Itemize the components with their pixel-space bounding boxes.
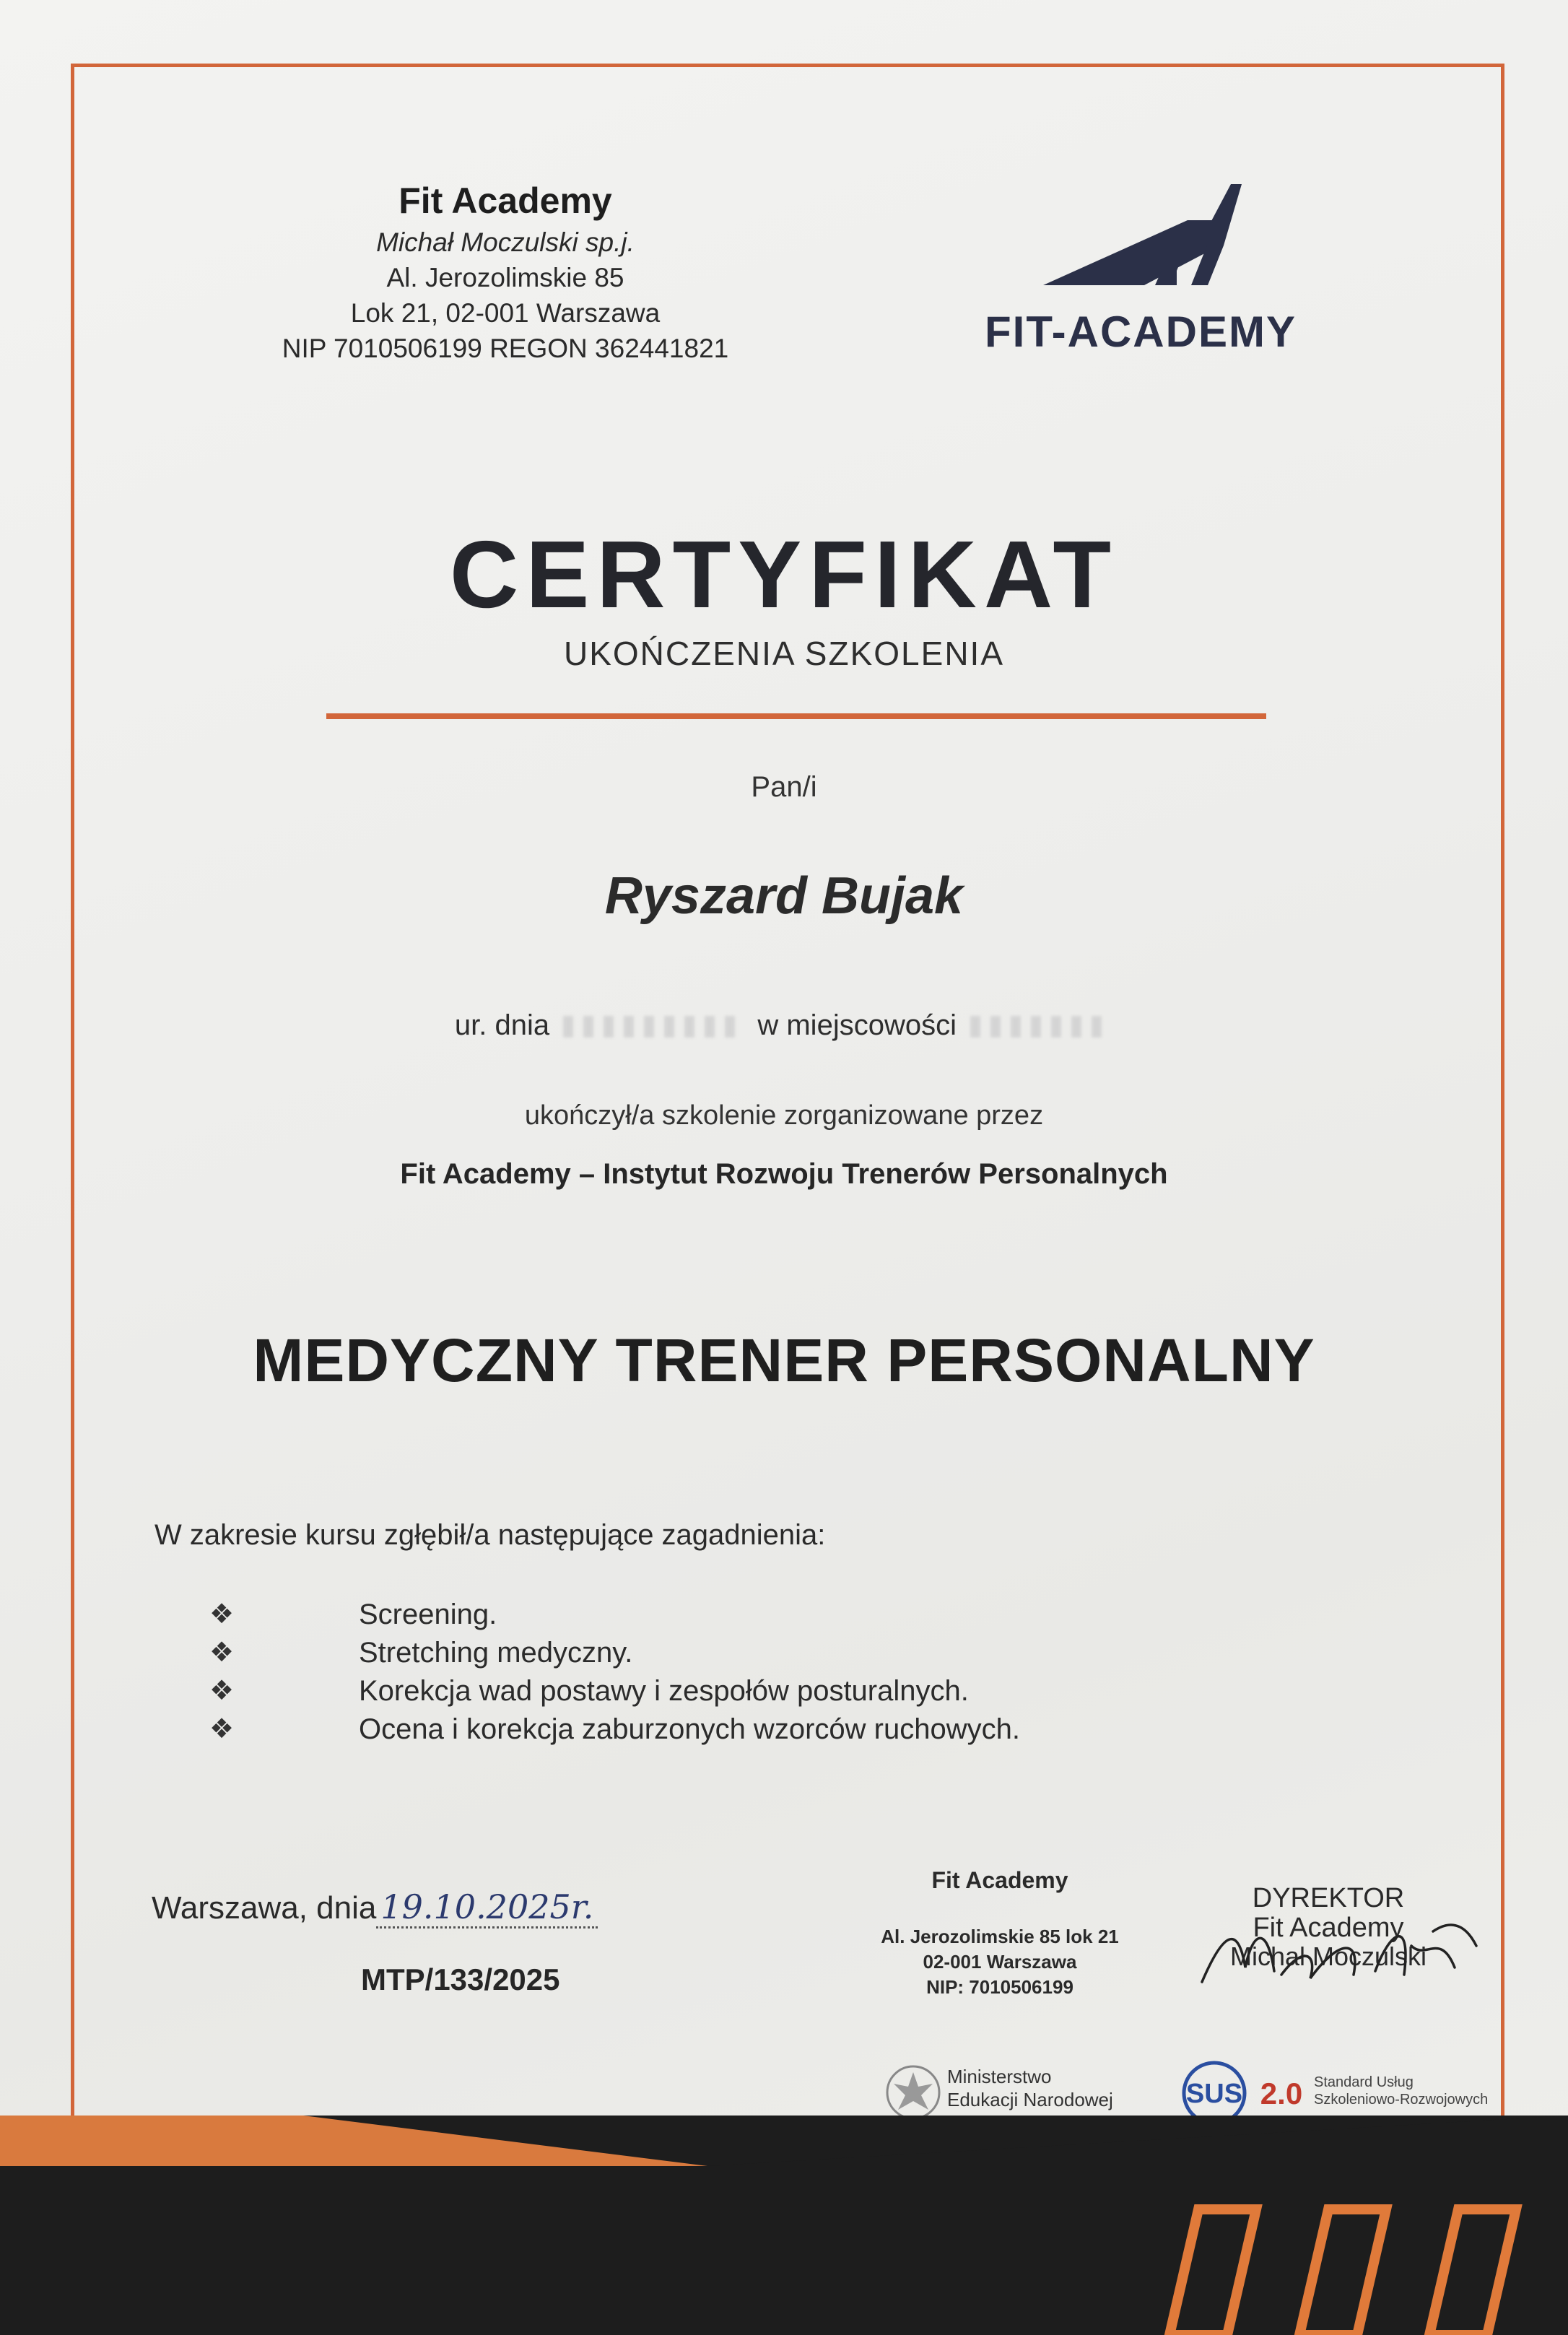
ministry-text: Ministerstwo Edukacji Narodowej <box>947 2066 1113 2110</box>
logo-wordmark: FIT-ACADEMY <box>985 308 1297 356</box>
stamp-line1: Al. Jerozolimskie 85 lok 21 <box>881 1926 1119 1947</box>
recipient-name: Ryszard Bujak <box>604 867 964 925</box>
topics-intro: W zakresie kursu zgłębił/a następujące zagadnienia: <box>154 1519 826 1551</box>
sus-mark: SUS <box>1185 2079 1243 2109</box>
place-and-date <box>152 1887 598 1926</box>
issuer-registry: NIP 7010506199 REGON 362441821 <box>282 334 729 363</box>
list-item: ❖ Korekcja wad postawy i zespołów posturalnych. <box>209 1672 1292 1710</box>
birth-prefix: ur. dnia <box>454 1009 550 1041</box>
issuer-address-line1: Al. Jerozolimskie 85 <box>386 263 624 292</box>
director-name: Michał Moczulski <box>1229 1942 1427 1971</box>
stamp-line2: 02-001 Warszawa <box>923 1951 1077 1973</box>
diamond-bullet-icon: ❖ <box>209 1638 235 1668</box>
handwritten-date: 19.10.2025r. <box>376 1887 598 1929</box>
certificate-subtitle: UKOŃCZENIA SZKOLENIA <box>563 635 1004 672</box>
stamp-name: Fit Academy <box>931 1867 1068 1893</box>
certificate-title: CERTYFIKAT <box>449 521 1119 627</box>
list-item: ❖ Ocena i korekcja zaburzonych wzorców ruchowych. <box>209 1710 1292 1749</box>
birth-middle: w miejscowości <box>757 1009 957 1041</box>
sus-version: 2.0 <box>1260 2077 1303 2110</box>
director-title: DYREKTOR <box>1252 1883 1405 1913</box>
signature-icon <box>1195 1903 1484 1996</box>
diamond-bullet-icon: ❖ <box>209 1676 235 1706</box>
redacted-birth-place <box>970 1016 1107 1038</box>
list-item: ❖ Screening. <box>209 1596 1292 1634</box>
director-org: Fit Academy <box>1253 1913 1404 1943</box>
issuer-address-line2: Lok 21, 02-001 Warszawa <box>350 298 661 328</box>
bottom-decorative-band <box>0 2116 1568 2335</box>
stamp-line3: NIP: 7010506199 <box>926 1976 1073 1998</box>
sus-text: Standard Usług Szkoleniowo-Rozwojowych <box>1314 2074 1489 2108</box>
title-divider <box>326 713 1266 719</box>
organized-by-text: ukończył/a szkolenie zorganizowane przez <box>524 1100 1044 1131</box>
issuer-block <box>217 177 794 366</box>
issuer-name: Fit Academy <box>398 181 612 221</box>
organizer-name: Fit Academy – Instytut Rozwoju Trenerów Personalnych <box>400 1158 1168 1190</box>
issuer-owner: Michał Moczulski sp.j. <box>376 227 635 257</box>
topics-list <box>209 1596 1292 1749</box>
redacted-birth-date <box>563 1016 744 1038</box>
salutation: Pan/i <box>751 771 817 803</box>
diamond-bullet-icon: ❖ <box>209 1714 235 1744</box>
place-prefix: Warszawa, dnia <box>152 1890 377 1926</box>
list-item: ❖ Stretching medyczny. <box>209 1634 1292 1672</box>
course-name: MEDYCZNY TRENER PERSONALNY <box>253 1326 1315 1394</box>
birth-line <box>0 1009 1568 1042</box>
diamond-bullet-icon: ❖ <box>209 1599 235 1630</box>
certificate-number: MTP/133/2025 <box>361 1962 560 1996</box>
company-stamp <box>845 1867 1155 2000</box>
